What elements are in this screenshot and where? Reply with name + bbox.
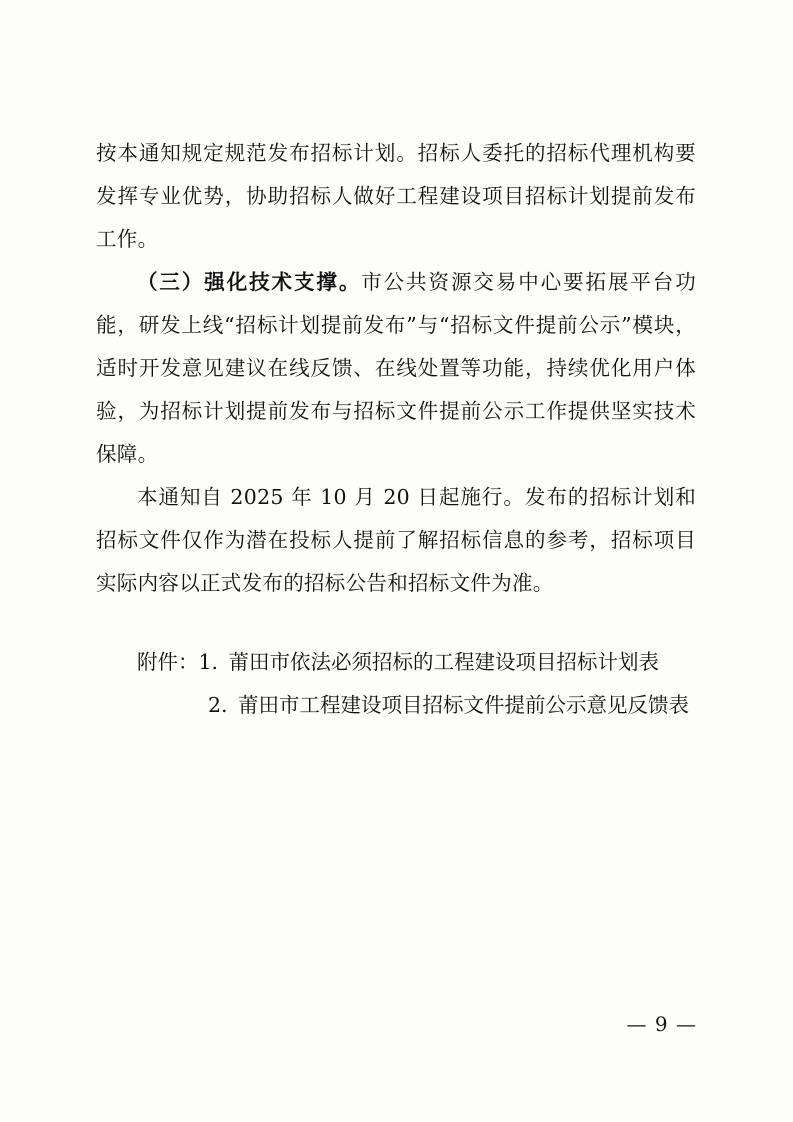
paragraph-2-text: 市公共资源交易中心要拓展平台功能，研发上线“招标计划提前发布”与“招标文件提前公示”模块，适时开发意见建议在线反馈、在线处置等功能，持续优化用户体验，为招标计划提前发布与招标文件提前公示工作提供坚实技术保障。 bbox=[96, 270, 696, 466]
paragraph-1 bbox=[96, 132, 696, 261]
page-number: — 9 — bbox=[626, 1012, 697, 1036]
attachment-item-1 bbox=[199, 641, 660, 684]
attachments-block bbox=[96, 641, 696, 727]
attachment-row-1 bbox=[96, 641, 696, 684]
attachment-title-2: 莆田市工程建设项目招标文件提前公示意见反馈表 bbox=[238, 693, 689, 717]
paragraph-3-text: 本通知自 2025 年 10 月 20 日起施行。发布的招标计划和招标文件仅作为潜在投标人提前了解招标信息的参考，招标项目实际内容以正式发布的招标公告和招标文件为准。 bbox=[96, 485, 696, 595]
paragraph-3 bbox=[96, 476, 696, 605]
attachments-label: 附件： bbox=[137, 650, 199, 674]
attachment-item-2 bbox=[208, 684, 689, 727]
paragraph-2-lead: （三）强化技术支撑。 bbox=[137, 270, 362, 294]
attachment-row-2 bbox=[96, 684, 696, 727]
paragraph-1-text: 按本通知规定规范发布招标计划。招标人委托的招标代理机构要发挥专业优势，协助招标人做好工程建设项目招标计划提前发布工作。 bbox=[96, 141, 696, 251]
document-body bbox=[96, 132, 696, 727]
paragraph-2 bbox=[96, 261, 696, 476]
attachment-number-1: 1. bbox=[198, 650, 219, 674]
attachment-title-1: 莆田市依法必须招标的工程建设项目招标计划表 bbox=[228, 650, 659, 674]
attachment-number-2: 2. bbox=[208, 693, 228, 717]
